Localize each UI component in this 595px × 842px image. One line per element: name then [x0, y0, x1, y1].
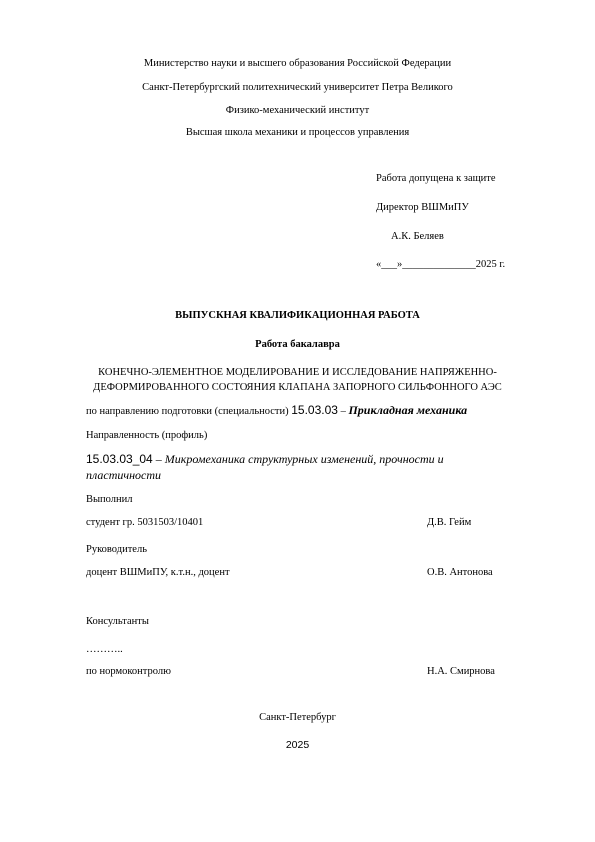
approval-date-line: «___»______________2025 г. [376, 259, 506, 270]
topic-line-2: ДЕФОРМИРОВАННОГО СОСТОЯНИЯ КЛАПАНА ЗАПОРНОГО СИЛЬФОННОГО АЭС [93, 382, 502, 393]
profile-name-2: пластичности [86, 468, 162, 482]
consultants-label: Консультанты [86, 616, 149, 627]
admitted-text: Работа допущена к защите [376, 173, 496, 184]
direction-dash: – [340, 406, 346, 417]
university-line: Санкт-Петербургский политехнический университет Петра Великого [142, 82, 453, 93]
city: Санкт-Петербург [259, 712, 336, 723]
direction-code: 15.03.03 [291, 403, 338, 417]
performer-name: Д.В. Гейм [427, 517, 472, 528]
norm-control-name: Н.А. Смирнова [427, 666, 495, 677]
performer-role: студент гр. 5031503/10401 [86, 517, 204, 528]
direction-label: по направлению подготовки (специальности) [86, 406, 289, 417]
profile-line-1 [86, 452, 444, 467]
direction-name: Прикладная механика [348, 403, 468, 417]
year: 2025 [285, 739, 310, 751]
profile-dash: – [155, 452, 162, 466]
profile-name-1: Микромеханика структурных изменений, прочности и [164, 452, 444, 466]
performer-label: Выполнил [86, 494, 133, 505]
direction-line [86, 404, 467, 418]
work-type-title: ВЫПУСКНАЯ КВАЛИФИКАЦИОННАЯ РАБОТА [175, 310, 420, 321]
school-line: Высшая школа механики и процессов управления [185, 127, 410, 138]
profile-label: Направленность (профиль) [86, 430, 208, 441]
topic-line-1: КОНЕЧНО-ЭЛЕМЕНТНОЕ МОДЕЛИРОВАНИЕ И ИССЛЕДОВАНИЕ НАПРЯЖЕННО- [98, 367, 497, 378]
institute-line: Физико-механический институт [225, 105, 370, 116]
director-title: Директор ВШМиПУ [376, 202, 469, 213]
degree-title: Работа бакалавра [255, 339, 340, 350]
profile-code: 15.03.03_04 [86, 452, 153, 466]
consultants-placeholder: ……….. [86, 644, 123, 655]
supervisor-role: доцент ВШМиПУ, к.т.н., доцент [86, 567, 230, 578]
ministry-line: Министерство науки и высшего образования Российской Федерации [143, 58, 452, 69]
director-name: А.К. Беляев [391, 231, 444, 242]
supervisor-label: Руководитель [86, 544, 147, 555]
norm-control-role: по нормоконтролю [86, 666, 171, 677]
supervisor-name: О.В. Антонова [427, 567, 493, 578]
